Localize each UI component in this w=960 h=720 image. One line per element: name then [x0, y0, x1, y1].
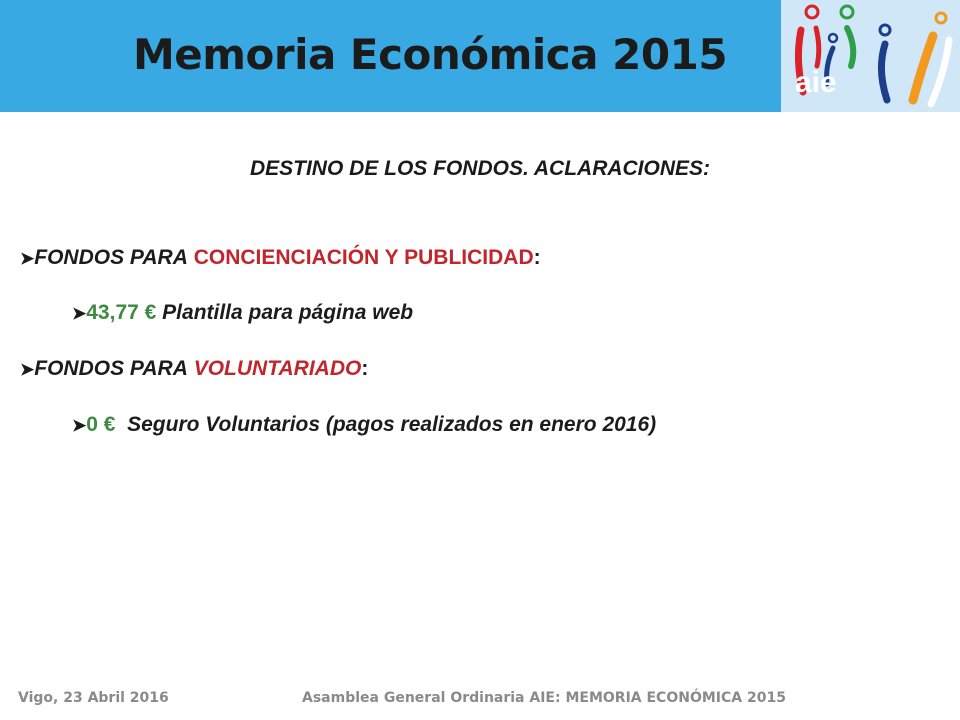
expense-description: Seguro Voluntarios (pagos realizados en enero 2016) [127, 413, 657, 436]
fund-suffix: : [361, 357, 369, 380]
fund-category: CONCIENCIACIÓN Y PUBLICIDAD [193, 246, 534, 269]
expense-amount: 0 € [86, 413, 116, 436]
fund-item-volunteering [20, 357, 368, 381]
fund-category: VOLUNTARIADO [193, 357, 362, 380]
arrow-bullet-icon: ➤ [20, 360, 35, 379]
fund-label: FONDOS PARA [34, 246, 188, 269]
expense-item-web-template [72, 301, 413, 325]
fund-label: FONDOS PARA [34, 357, 188, 380]
arrow-bullet-icon: ➤ [72, 416, 87, 435]
footer-event: Asamblea General Ordinaria AIE: MEMORIA ECONÓMICA 2015 [302, 690, 786, 706]
slide-title: Memoria Económica 2015 [132, 30, 728, 79]
section-heading: DESTINO DE LOS FONDOS. ACLARACIONES: [249, 157, 711, 180]
fund-item-awareness [20, 246, 541, 270]
expense-description: Plantilla para página web [162, 301, 414, 324]
arrow-bullet-icon: ➤ [72, 304, 87, 323]
footer-date: Vigo, 23 Abril 2016 [18, 690, 169, 706]
logo-text: aie [795, 66, 837, 99]
arrow-bullet-icon: ➤ [20, 249, 35, 268]
fund-suffix: : [533, 246, 541, 269]
aie-logo [781, 0, 960, 112]
expense-amount: 43,77 € [86, 301, 157, 324]
expense-item-volunteer-insurance [72, 413, 656, 437]
